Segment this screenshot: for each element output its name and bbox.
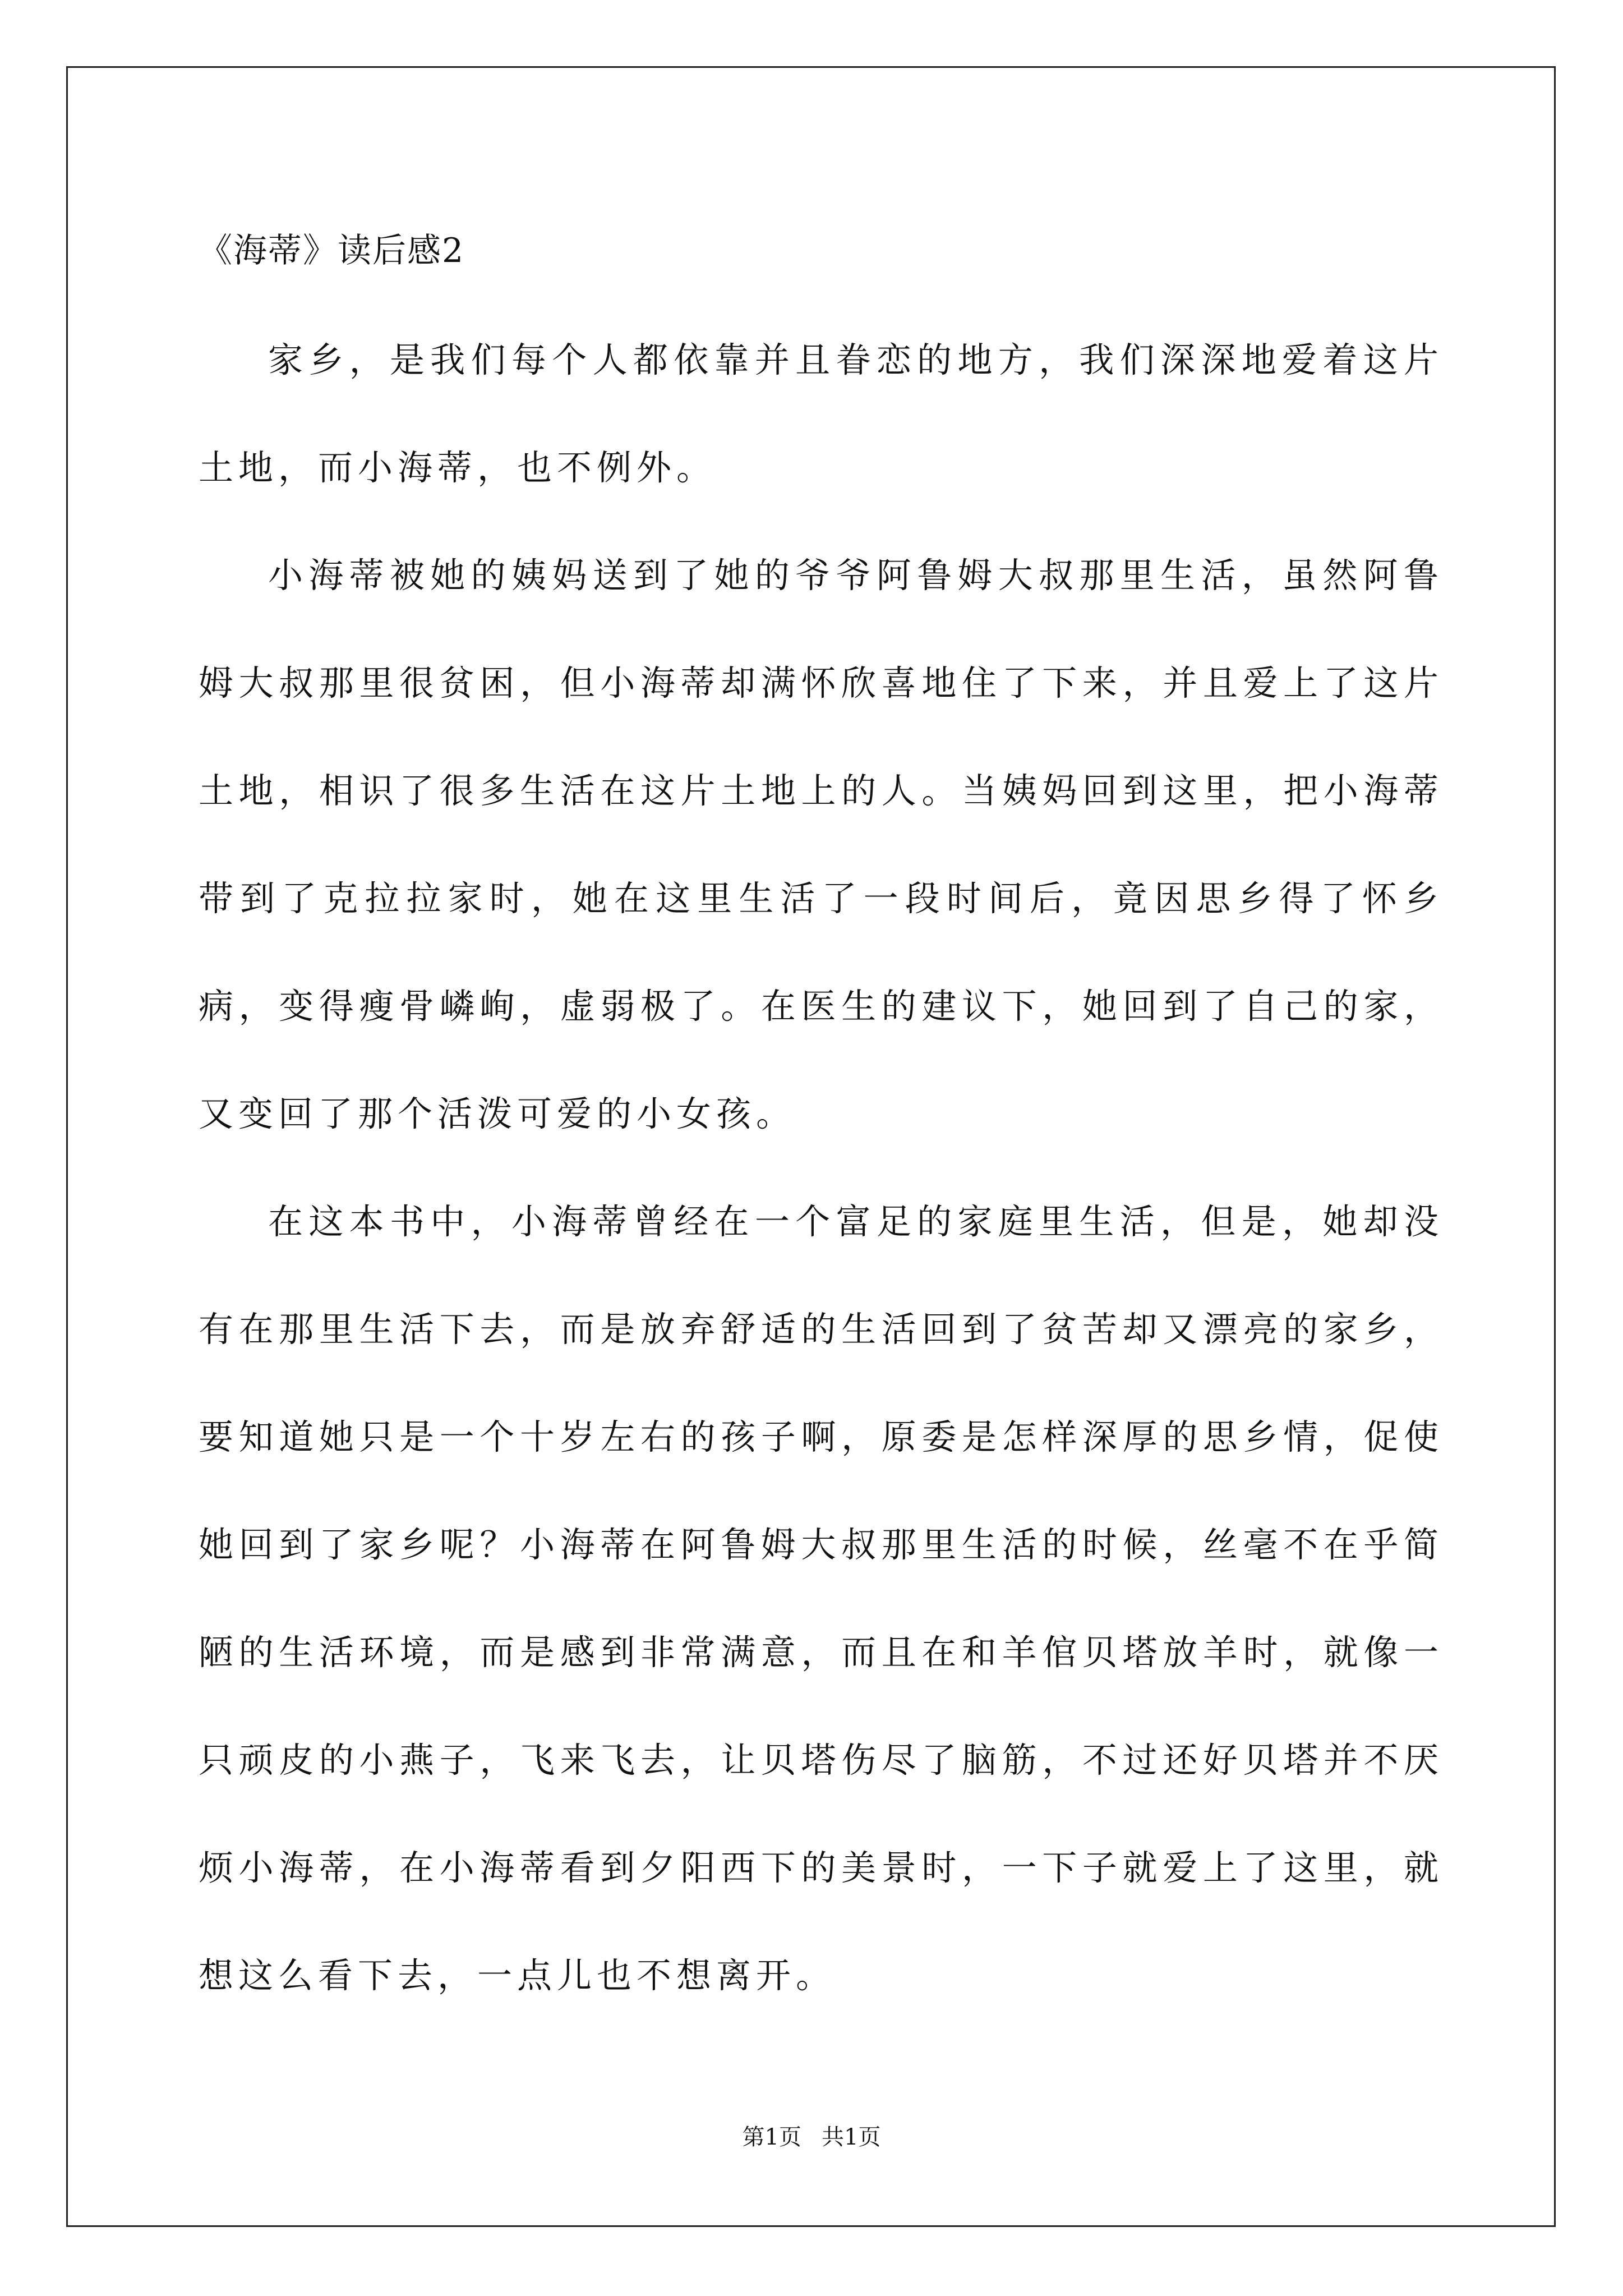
page-footer [0, 2120, 1623, 2154]
paragraph-3: 在这本书中，小海蒂曾经在一个富足的家庭里生活，但是，她却没有在那里生活下去，而是放弃舒适的生活回到了贫苦却又漂亮的家乡，要知道她只是一个十岁左右的孩子啊，原委是怎样深厚的思乡情，促使她回到了家乡呢？小海蒂在阿鲁姆大叔那里生活的时候，丝毫不在乎简陋的生活环境，而是感到非常满意，而且在和羊倌贝塔放羊时，就像一只顽皮的小燕子，飞来飞去，让贝塔伤尽了脑筋，不过还好贝塔并不厌烦小海蒂，在小海蒂看到夕阳西下的美景时，一下子就爱上了这里，就想这么看下去，一点儿也不想离开。 [199, 1201, 1444, 1996]
paragraph-1: 家乡，是我们每个人都依靠并且眷恋的地方，我们深深地爱着这片土地，而小海蒂，也不例外。 [199, 339, 1444, 488]
page-number: 第1页 [742, 2124, 801, 2150]
page-total: 共1页 [822, 2124, 881, 2150]
paragraph-2: 小海蒂被她的姨妈送到了她的爷爷阿鲁姆大叔那里生活，虽然阿鲁姆大叔那里很贫困，但小海蒂却满怀欣喜地住了下来，并且爱上了这片土地，相识了很多生活在这片土地上的人。当姨妈回到这里，把小海蒂带到了克拉拉家时，她在这里生活了一段时间后，竟因思乡得了怀乡病，变得瘦骨嶙峋，虚弱极了。在医生的建议下，她回到了自己的家，又变回了那个活泼可爱的小女孩。 [199, 555, 1444, 1134]
document-body [199, 213, 1444, 2030]
document-title: 《海蒂》读后感2 [199, 231, 465, 270]
